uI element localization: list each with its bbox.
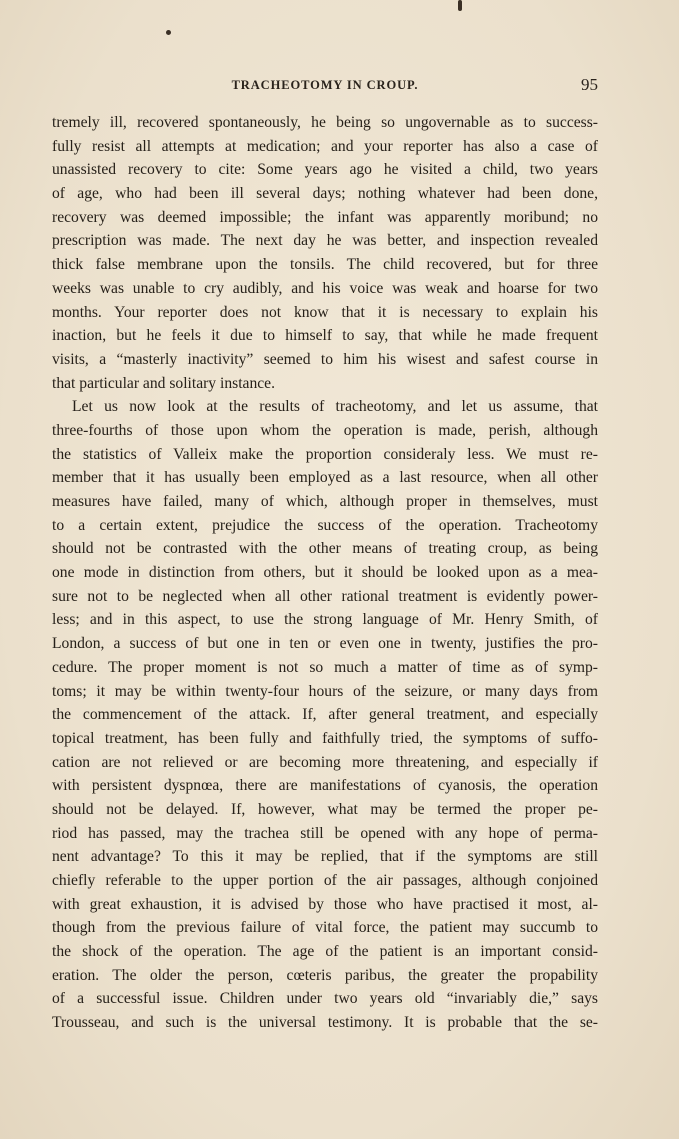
text-line: visits, a “masterly inactivity” seemed to him his wisest and safest course in <box>52 350 598 368</box>
text-line: to a certain extent, prejudice the success of the operation. Tracheotomy <box>52 516 598 534</box>
text-line: unassisted recovery to cite: Some years ago he visited a child, two years <box>52 161 598 179</box>
text-line: with persistent dyspnœa, there are manifestations of cyanosis, the operation <box>52 777 598 795</box>
text-line: sure not to be neglected when all other rational treatment is evidently power- <box>52 587 598 605</box>
text-line: member that it has usually been employed as a last resource, when all other <box>52 469 598 487</box>
text-line: Trousseau, and such is the universal testimony. It is probable that the se- <box>52 1014 598 1032</box>
text-line: tremely ill, recovered spontaneously, he being so ungovernable as to success- <box>52 114 598 131</box>
text-line: toms; it may be within twenty-four hours of the seizure, or many days from <box>52 682 598 700</box>
body-text <box>52 111 598 1035</box>
text-line: with great exhaustion, it is advised by those who have practised it most, al- <box>52 895 598 913</box>
text-line: though from the previous failure of vital force, the patient may succumb to <box>52 919 598 937</box>
text-line: of a successful issue. Children under two years old “invariably die,” says <box>52 990 598 1008</box>
text-line: weeks was unable to cry audibly, and his voice was weak and hoarse for two <box>52 279 598 297</box>
text-line: inaction, but he feels it due to himself to say, that while he made frequent <box>52 327 598 345</box>
text-line: the commencement of the attack. If, after general treatment, and especially <box>52 706 598 724</box>
text-line: London, a success of but one in ten or even one in twenty, justifies the pro- <box>52 635 598 653</box>
text-line: less; and in this aspect, to use the strong language of Mr. Henry Smith, of <box>52 611 598 629</box>
text-line: that particular and solitary instance. <box>52 374 275 392</box>
text-line: Let us now look at the results of tracheotomy, and let us assume, that <box>72 398 598 416</box>
text-line: cation are not relieved or are becoming more threatening, and especially if <box>52 753 598 771</box>
text-line: topical treatment, has been fully and faithfully tried, the symptoms of suffo- <box>52 729 598 747</box>
text-line: the statistics of Valleix make the proportion consideraly less. We must re- <box>52 445 598 463</box>
text-line: fully resist all attempts at medication; and your reporter has also a case of <box>52 137 598 155</box>
text-line: chiefly referable to the upper portion of the air passages, although conjoined <box>52 872 598 889</box>
text-line: cedure. The proper moment is not so much a matter of time as of symp- <box>52 658 598 676</box>
text-line: thick false membrane upon the tonsils. The child recovered, but for three <box>52 256 598 274</box>
text-line: recovery was deemed impossible; the infant was apparently moribund; no <box>52 208 598 226</box>
page-header <box>52 75 598 97</box>
text-line: prescription was made. The next day he was better, and inspection revealed <box>52 232 598 250</box>
ink-mark <box>458 0 462 11</box>
page-number: 95 <box>581 75 598 94</box>
text-line: nent advantage? To this it may be replied, that if the symptoms are still <box>52 848 598 866</box>
ink-speck <box>166 30 171 35</box>
text-line: eration. The older the person, cœteris paribus, the greater the propability <box>52 966 598 984</box>
text-line: riod has passed, may the trachea still be opened with any hope of perma- <box>52 824 598 842</box>
text-line: should not be delayed. If, however, what may be termed the proper pe- <box>52 800 598 818</box>
text-line: one mode in distinction from others, but it should be looked upon as a mea- <box>52 564 598 582</box>
running-title: TRACHEOTOMY IN CROUP. <box>231 78 419 92</box>
text-line: measures have failed, many of which, although proper in themselves, must <box>52 493 598 510</box>
text-line: the shock of the operation. The age of the patient is an important consid- <box>52 943 598 961</box>
text-line: three-fourths of those upon whom the operation is made, perish, although <box>52 421 598 439</box>
text-line: months. Your reporter does not know that it is necessary to explain his <box>52 303 598 321</box>
text-line: of age, who had been ill several days; nothing whatever had been done, <box>52 185 598 203</box>
text-line: should not be contrasted with the other means of treating croup, as being <box>52 540 598 558</box>
